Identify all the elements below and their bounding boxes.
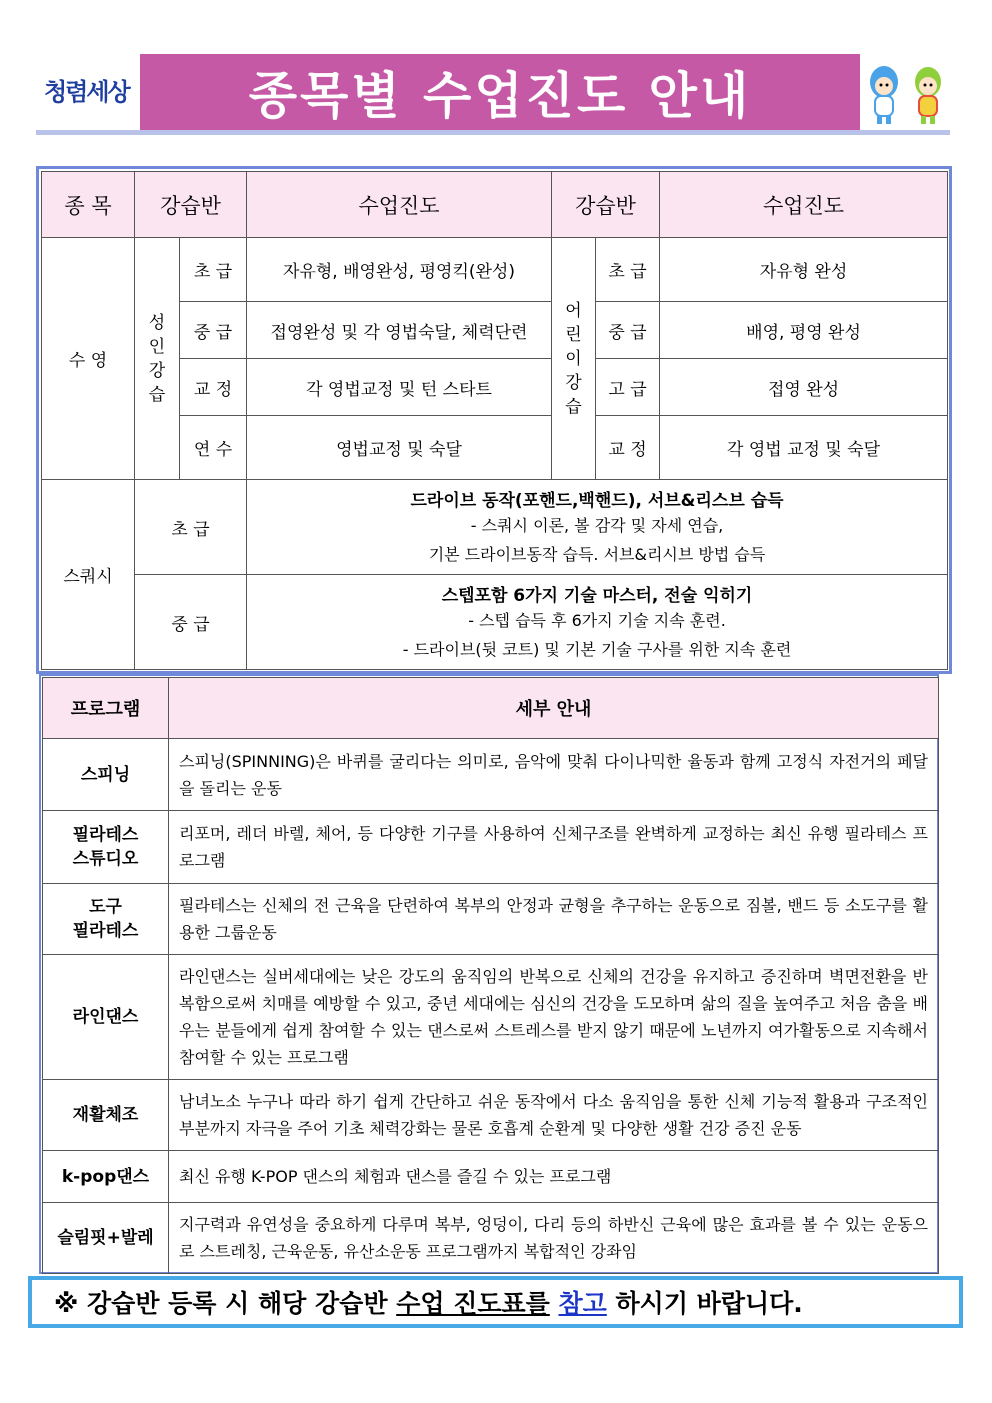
program-name: 라인댄스 [43, 955, 169, 1080]
swim-child-level: 교 정 [596, 416, 660, 480]
program-name: 재활체조 [43, 1080, 169, 1151]
squash-progress-line: - 스쿼시 이론, 볼 감각 및 자세 연습, [470, 515, 724, 535]
swim-child-level: 중 급 [596, 302, 660, 359]
program-name: 도구 필라테스 [43, 884, 169, 955]
squash-progress-title: 드라이브 동작(포핸드,백핸드), 서브&리스브 습득 [410, 490, 784, 511]
swim-adult-progress: 각 영법교정 및 턴 스타트 [247, 359, 552, 416]
notice-suffix: 하시기 바랍니다. [606, 1289, 803, 1318]
class-progress-table [41, 171, 948, 670]
header-class-adult: 강습반 [135, 172, 247, 238]
swim-adult-progress: 자유형, 배영완성, 평영킥(완성) [247, 238, 552, 302]
adult-class-label: 성 인 강 습 [135, 238, 180, 480]
class-progress-table-frame [36, 166, 952, 674]
swim-adult-level: 초 급 [180, 238, 247, 302]
swim-child-level: 초 급 [596, 238, 660, 302]
swim-child-level: 고 급 [596, 359, 660, 416]
program-description: 스피닝(SPINNING)은 바퀴를 굴리다는 의미로, 음악에 맞춰 다이나믹한 율동과 함께 고정식 자전거의 페달을 돌리는 운동 [169, 739, 939, 811]
squash-progress-line: - 스텝 습득 후 6가지 기술 지속 훈련. [468, 610, 726, 630]
notice-space [550, 1288, 559, 1317]
swim-adult-progress: 영법교정 및 숙달 [247, 416, 552, 480]
program-description: 최신 유행 K-POP 댄스의 체험과 댄스를 즐길 수 있는 프로그램 [169, 1151, 939, 1203]
notice-prefix: ※ 강습반 등록 시 해당 강습반 [54, 1289, 397, 1318]
squash-level: 초 급 [135, 480, 247, 575]
squash-progress-line: - 드라이브(뒷 코트) 및 기본 기술 구사를 위한 지속 훈련 [402, 639, 792, 659]
sport-swim: 수 영 [42, 238, 135, 480]
header-underline [36, 130, 950, 135]
swim-adult-level: 중 급 [180, 302, 247, 359]
mascot-characters-icon [862, 62, 952, 126]
swim-child-progress: 접영 완성 [660, 359, 948, 416]
squash-level: 중 급 [135, 575, 247, 670]
squash-progress [247, 575, 948, 670]
squash-progress-line: 기본 드라이브동작 습득. 서브&리시브 방법 습득 [428, 544, 766, 564]
program-details-table-frame [39, 674, 939, 1274]
page-header [36, 50, 950, 136]
program-description: 지구력과 유연성을 중요하게 다루며 복부, 엉덩이, 다리 등의 하반신 근육에 많은 효과를 볼 수 있는 운동으로 스트레칭, 근육운동, 유산소운동 프로그램까지 복합적인 강좌임 [169, 1203, 939, 1274]
notice-underlined: 수업 진도표를 [396, 1289, 550, 1318]
program-name: 스피닝 [43, 739, 169, 811]
swim-adult-level: 교 정 [180, 359, 247, 416]
swim-child-progress: 자유형 완성 [660, 238, 948, 302]
header-sport: 종 목 [42, 172, 135, 238]
program-description: 라인댄스는 실버세대에는 낮은 강도의 움직임의 반복으로 신체의 건강을 유지하고 증진하며 벽면전환을 반복함으로써 치매를 예방할 수 있고, 중년 세대에는 심신의 건강을 도모하며 삶의 질을 높여주고 처음 춤을 배우는 분들에게 쉽게 참여할 수 있는 댄스로써 스트레스를 받지 않기 때문에 노년까지 여가활동으로 지속해서 참여할 수 있는 프로그램 [169, 955, 939, 1080]
blue-mascot-icon [870, 66, 898, 124]
header-program: 프로그램 [43, 678, 169, 739]
green-mascot-icon [915, 67, 941, 124]
logo-text: 청렴세상 [44, 78, 129, 106]
swim-adult-progress: 접영완성 및 각 영법숙달, 체력단련 [247, 302, 552, 359]
program-description: 필라테스는 신체의 전 근육을 단련하여 복부의 안정과 균형을 추구하는 운동으로 짐볼, 밴드 등 소도구를 활용한 그룹운동 [169, 884, 939, 955]
sport-squash: 스쿼시 [42, 480, 135, 670]
page-title: 종목별 수업진도 안내 [248, 67, 752, 125]
swim-child-progress: 각 영법 교정 및 숙달 [660, 416, 948, 480]
header-progress-child: 수업진도 [660, 172, 948, 238]
program-name: 필라테스 스튜디오 [43, 811, 169, 884]
header-details: 세부 안내 [169, 678, 939, 739]
squash-progress-title: 스텝포함 6가지 기술 마스터, 전술 익히기 [441, 585, 753, 606]
clean-world-logo [44, 72, 129, 107]
notice-highlight: 참고 [558, 1289, 607, 1318]
registration-notice [28, 1276, 963, 1328]
header-class-child: 강습반 [552, 172, 660, 238]
swim-adult-level: 연 수 [180, 416, 247, 480]
program-description: 리포머, 레더 바렐, 체어, 등 다양한 기구를 사용하여 신체구조를 완벽하게 교정하는 최신 유행 필라테스 프로그램 [169, 811, 939, 884]
program-description: 남녀노소 누구나 따라 하기 쉽게 간단하고 쉬운 동작에서 다소 움직임을 통한 신체 기능적 활용과 구조적인 부분까지 자극을 주어 기초 체력강화는 물론 호흡계 순환계 및 다양한 생활 건강 증진 운동 [169, 1080, 939, 1151]
program-details-table [42, 677, 939, 1274]
program-name: k-pop댄스 [43, 1151, 169, 1203]
squash-progress [247, 480, 948, 575]
header-progress-adult: 수업진도 [247, 172, 552, 238]
swim-child-progress: 배영, 평영 완성 [660, 302, 948, 359]
program-name: 슬림핏+발레 [43, 1203, 169, 1274]
title-banner [140, 54, 860, 130]
child-class-label: 어 린 이 강 습 [552, 238, 596, 480]
